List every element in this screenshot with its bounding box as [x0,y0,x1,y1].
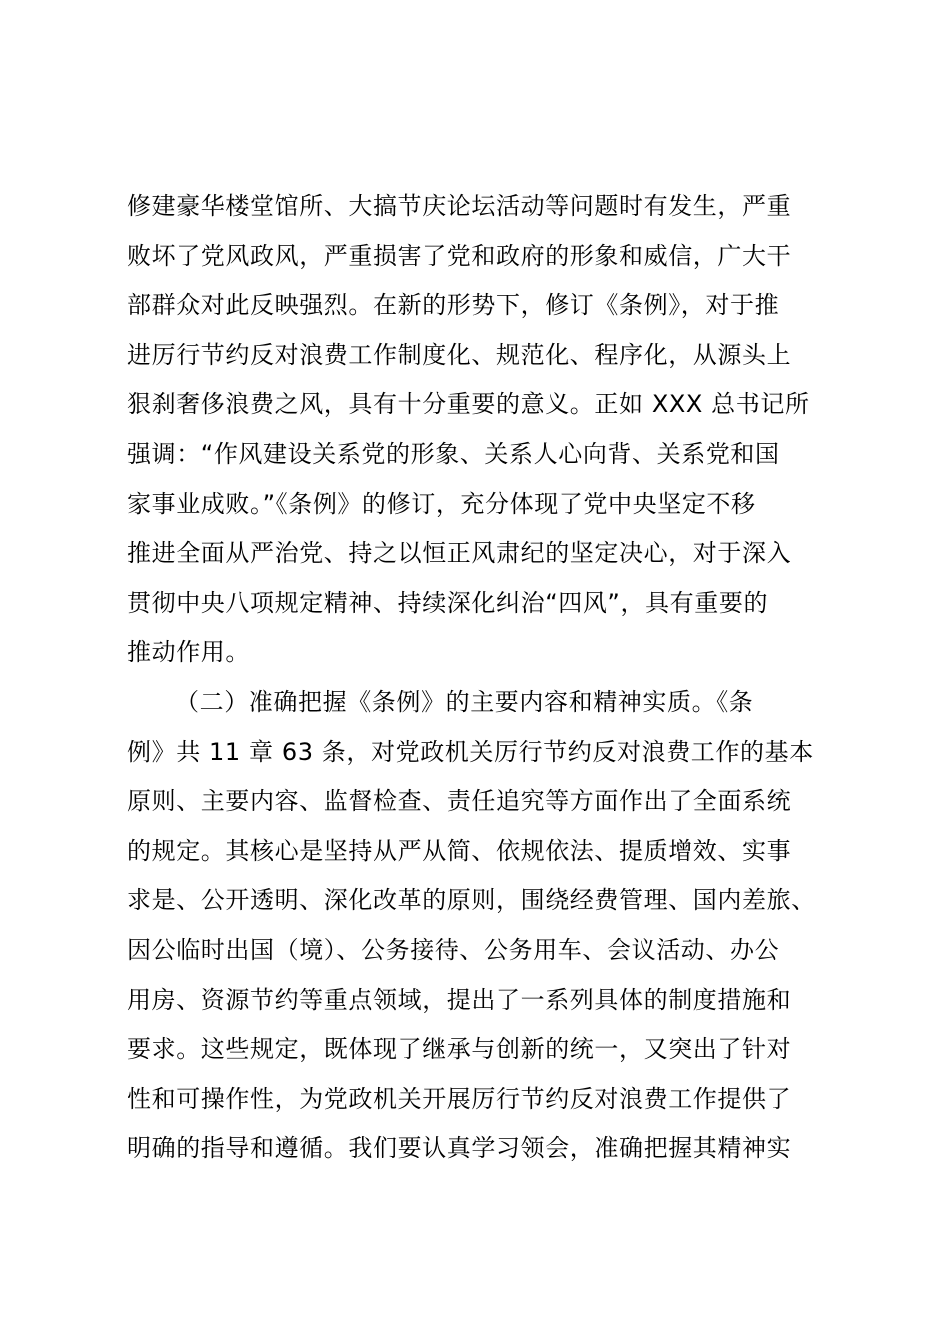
text-line: 的规定。其核心是坚持从严从简、依规依法、提质增效、实事 [127,836,792,865]
text-line: 强调：“作风建设关系党的形象、关系人心向背、关系党和国 [127,439,780,468]
text-line: 推动作用。 [127,638,250,667]
text-line: 要求。这些规定，既体现了继承与创新的统一，又突出了针对 [127,1035,792,1064]
text-line: 推进全面从严治党、持之以恒正风肃纪的坚定决心，对于深入 [127,539,792,568]
text-line: 明确的指导和遵循。我们要认真学习领会，准确把握其精神实 [127,1134,792,1163]
text-line: 败坏了党风政风，严重损害了党和政府的形象和威信，广大干 [127,241,792,270]
text-line: 性和可操作性，为党政机关开展厉行节约反对浪费工作提供了 [127,1084,792,1113]
text-line: 进厉行节约反对浪费工作制度化、规范化、程序化，从源头上 [127,340,792,369]
text-line: 家事业成败。”《条例》的修订，充分体现了党中央坚定不移 [127,489,756,518]
text-line: 原则、主要内容、监督检查、责任追究等方面作出了全面系统 [127,787,792,816]
text-line: 求是、公开透明、深化改革的原则，围绕经费管理、国内差旅、 [127,886,816,915]
text-line: 贯彻中央八项规定精神、持续深化纠治“四风”，具有重要的 [127,588,769,617]
body-text [127,182,847,1174]
text-line: 部群众对此反映强烈。在新的形势下，修订《条例》，对于推 [127,291,780,320]
text-line: 例》共 11 章 63 条，对党政机关厉行节约反对浪费工作的基本 [127,737,814,766]
text-line: 因公临时出国（境）、公务接待、公务用车、会议活动、办公 [127,935,780,964]
text-line: 用房、资源节约等重点领域，提出了一系列具体的制度措施和 [127,985,792,1014]
text-line: 修建豪华楼堂馆所、大搞节庆论坛活动等问题时有发生，严重 [127,192,792,220]
section-heading-line: （二）准确把握《条例》的主要内容和精神实质。《条 [175,687,754,716]
text-line: 狠刹奢侈浪费之风，具有十分重要的意义。正如 XXX 总书记所 [127,390,810,419]
